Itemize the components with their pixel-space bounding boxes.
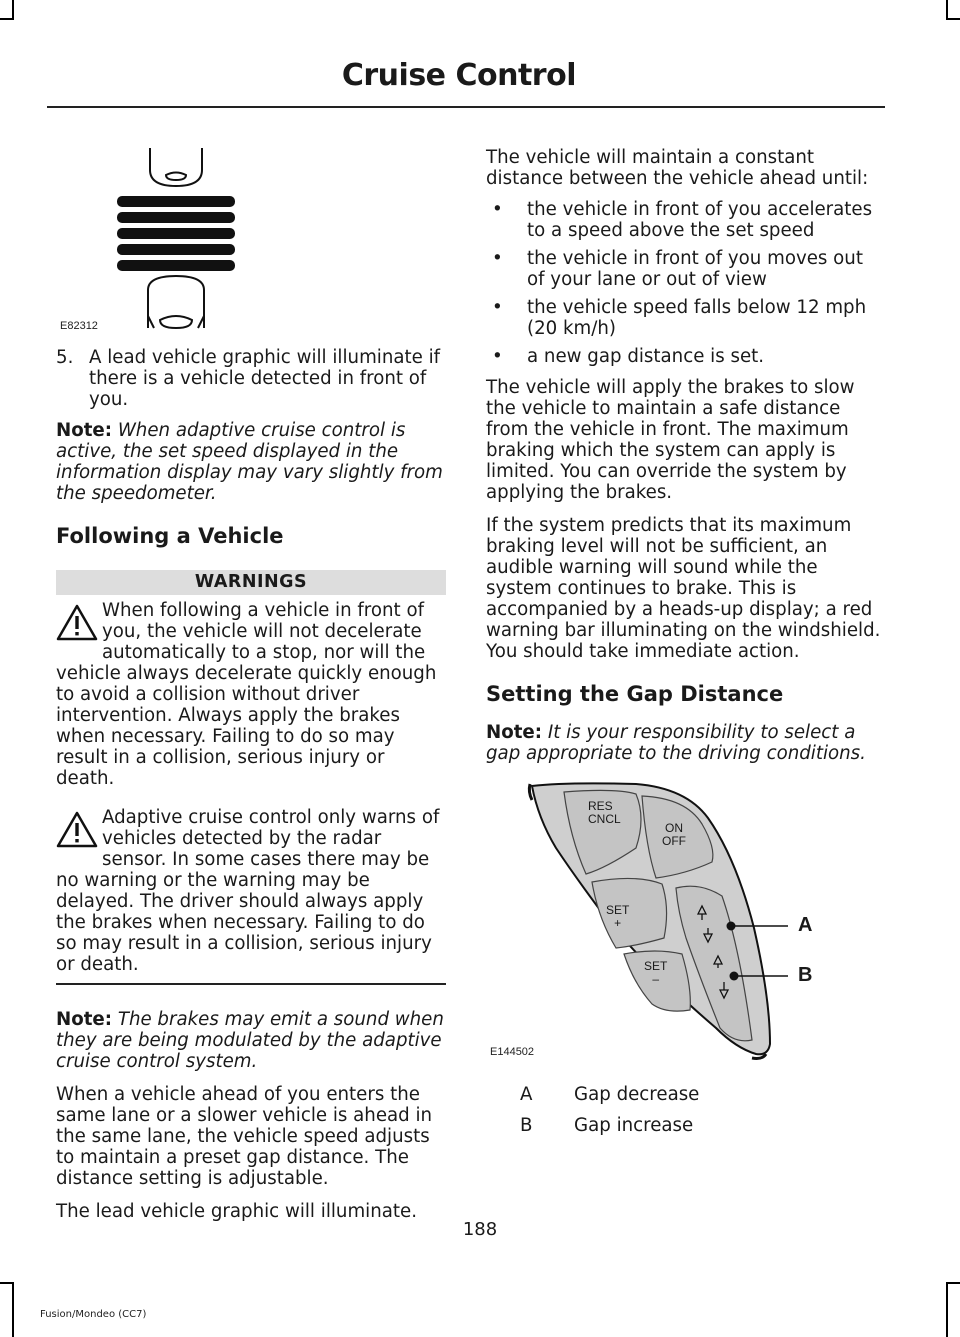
note-text: It is your responsibility to select a gap appropriate to the driving conditions. bbox=[486, 722, 866, 764]
bullet-item bbox=[486, 346, 882, 367]
legend-row bbox=[486, 1115, 882, 1136]
footer-model: Fusion/Mondeo (CC7) bbox=[40, 1309, 147, 1320]
bullet-text: the vehicle speed falls below 12 mph (20 km/h) bbox=[527, 297, 867, 339]
legend-row bbox=[486, 1084, 882, 1105]
note-text: The brakes may emit a sound when they are being modulated by the adaptive cruise control system. bbox=[56, 1009, 444, 1072]
crop-mark bbox=[946, 18, 960, 20]
legend-value: Gap increase bbox=[574, 1115, 694, 1136]
step-text: A lead vehicle graphic will illuminate if there is a vehicle detected in front of you. bbox=[89, 347, 441, 410]
bullet-item bbox=[486, 297, 882, 339]
warning-1 bbox=[56, 600, 446, 789]
bullet-text: the vehicle in front of you moves out of your lane or out of view bbox=[527, 248, 863, 290]
legend bbox=[486, 1084, 882, 1136]
note-2 bbox=[56, 1009, 446, 1072]
crop-mark bbox=[946, 1282, 948, 1337]
on-off-button: ON OFF bbox=[662, 821, 686, 848]
step-number: 5. bbox=[56, 347, 74, 368]
bullet-item bbox=[486, 248, 882, 290]
res-cncl-button: RES CNCL bbox=[588, 799, 621, 826]
crop-mark bbox=[12, 0, 14, 20]
set-plus-button: SET + bbox=[606, 903, 630, 930]
note-gap bbox=[486, 722, 882, 764]
icon-spacer bbox=[56, 807, 102, 865]
heading-setting-gap: Setting the Gap Distance bbox=[486, 682, 784, 706]
legend-key: B bbox=[520, 1115, 533, 1136]
lead-vehicle-figure bbox=[56, 140, 446, 335]
paragraph-braking: The vehicle will apply the brakes to slow the vehicle to maintain a safe distance from the vehicle in front. The maximum braking which the system can apply is limited. You can override the system by applying the brakes. bbox=[486, 377, 855, 503]
crop-mark bbox=[946, 1282, 960, 1284]
note-label: Note: bbox=[56, 1009, 113, 1030]
crop-mark bbox=[0, 18, 14, 20]
left-column bbox=[56, 140, 446, 1222]
paragraph-audible-warning: If the system predicts that its maximum braking level will not be sufficient, an audible warning will sound while the system continues to brake. This is accompanied by a heads-up display; a red warning bar illuminating on the windshield. You should take immediate action. bbox=[486, 515, 881, 662]
note-label: Note: bbox=[56, 420, 113, 441]
note-1 bbox=[56, 420, 446, 504]
legend-key: A bbox=[520, 1084, 533, 1105]
warning-text: When following a vehicle in front of you, the vehicle will not decelerate automatically to a stop, nor will the vehicle always decelerate quickly enough to avoid a collision without driver intervention. Always apply the brakes when necessary. Failing to do so may result in a collision, serious injury or death. bbox=[56, 600, 437, 789]
warning-text: Adaptive cruise control only warns of vehicles detected by the radar sensor. In some cases there may be no warning or the warning may be delayed. The driver should always apply the brakes when necessary. Failing to do so may result in a collision, serious injury or death. bbox=[56, 807, 440, 975]
bullet-text: the vehicle in front of you accelerates to a speed above the set speed bbox=[527, 199, 873, 241]
warning-2 bbox=[56, 807, 446, 975]
paragraph-lead-graphic: The lead vehicle graphic will illuminate. bbox=[56, 1201, 417, 1222]
warnings-header: WARNINGS bbox=[56, 570, 446, 595]
legend-value: Gap decrease bbox=[574, 1084, 700, 1105]
page-number: 188 bbox=[462, 1219, 498, 1240]
bullet-symbol: • bbox=[492, 248, 503, 269]
crop-mark bbox=[0, 1282, 14, 1284]
crop-mark bbox=[12, 1282, 14, 1337]
warnings-end-rule bbox=[56, 983, 446, 985]
bullet-symbol: • bbox=[492, 346, 503, 367]
step-5 bbox=[56, 347, 446, 410]
icon-spacer bbox=[56, 600, 102, 658]
note-text: When adaptive cruise control is active, the set speed displayed in the information display may vary slightly from the speedometer. bbox=[56, 420, 443, 504]
figure-code: E144502 bbox=[490, 1046, 535, 1058]
bullet-text: a new gap distance is set. bbox=[527, 346, 765, 367]
bullet-symbol: • bbox=[492, 199, 503, 220]
lead-vehicle-graphic bbox=[56, 140, 256, 335]
gap-switch-figure bbox=[486, 778, 882, 1078]
right-column bbox=[486, 147, 882, 1146]
paragraph-gap-adjust: When a vehicle ahead of you enters the same lane or a slower vehicle is ahead in the same lane, the vehicle speed adjusts to maintain a preset gap distance. The distance setting is adjustable. bbox=[56, 1084, 433, 1189]
bullet-symbol: • bbox=[492, 297, 503, 318]
callout-a: A bbox=[798, 914, 813, 936]
bullet-item bbox=[486, 199, 882, 241]
figure-code: E82312 bbox=[60, 320, 98, 332]
set-minus-button: SET – bbox=[644, 959, 668, 986]
note-label: Note: bbox=[486, 722, 543, 743]
heading-following-vehicle: Following a Vehicle bbox=[56, 524, 284, 548]
page-title: Cruise Control bbox=[341, 58, 576, 93]
crop-mark bbox=[946, 0, 948, 20]
paragraph-intro: The vehicle will maintain a constant distance between the vehicle ahead until: bbox=[486, 147, 869, 189]
title-divider bbox=[47, 106, 885, 108]
callout-b: B bbox=[798, 964, 813, 986]
